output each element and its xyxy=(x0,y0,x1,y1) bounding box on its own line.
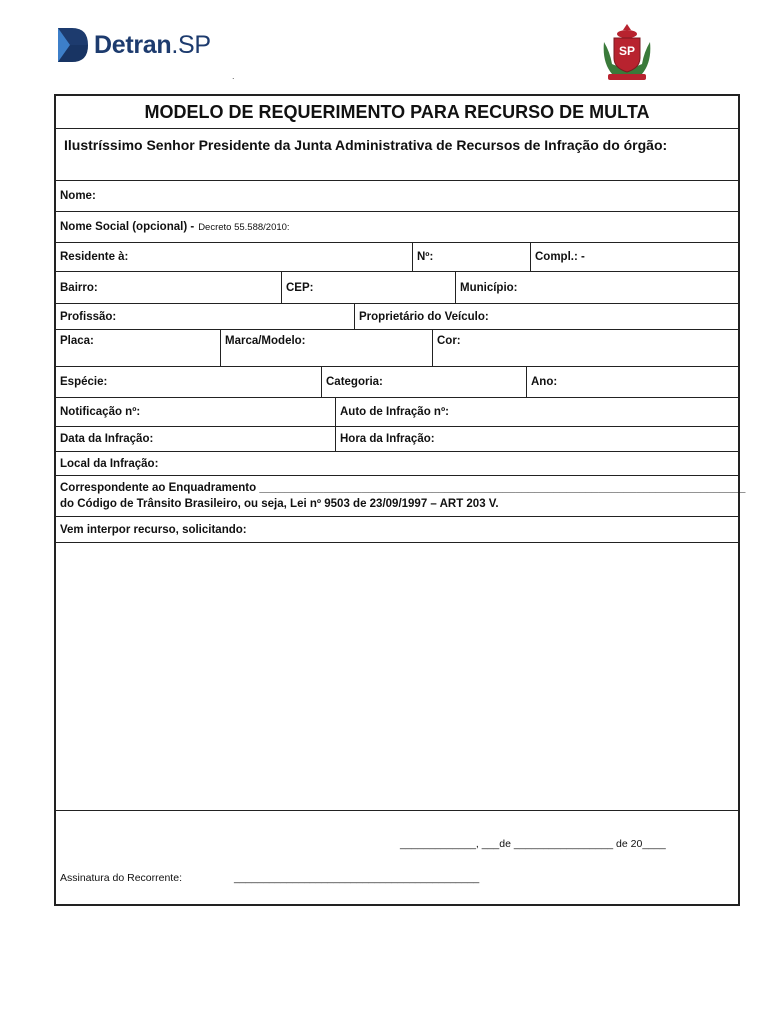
nome-social-row xyxy=(56,212,738,243)
auto-infracao-field[interactable]: Auto de Infração nº: xyxy=(335,398,738,426)
salutation-text: Ilustríssimo Senhor Presidente da Junta Administrativa de Recursos de Infração do órgão: xyxy=(64,137,668,153)
profissao-field[interactable]: Profissão: xyxy=(60,310,117,323)
detran-logo-icon xyxy=(56,26,90,64)
bairro-field[interactable]: Bairro: xyxy=(60,281,98,294)
residence-row xyxy=(56,243,738,272)
notificacao-field[interactable]: Notificação nº: xyxy=(60,406,141,418)
sao-paulo-coat-of-arms xyxy=(598,22,656,89)
signature-label: Assinatura do Recorrente: xyxy=(60,872,182,884)
vehicle-row xyxy=(56,330,738,367)
signature-line[interactable]: __________________________________________ xyxy=(234,872,480,884)
placa-field[interactable]: Placa: xyxy=(60,335,94,347)
municipio-field[interactable]: Município: xyxy=(455,272,738,303)
detran-sp-logo xyxy=(56,26,211,64)
interpor-label: Vem interpor recurso, solicitando: xyxy=(60,523,247,536)
hora-infracao-field[interactable]: Hora da Infração: xyxy=(335,427,738,451)
svg-text:SP: SP xyxy=(618,44,636,58)
local-infracao-field[interactable]: Local da Infração: xyxy=(60,457,159,470)
marca-modelo-field[interactable]: Marca/Modelo: xyxy=(220,330,432,366)
cor-field[interactable]: Cor: xyxy=(432,330,738,366)
nome-field[interactable]: Nome: xyxy=(60,190,96,202)
nome-social-label: Nome Social (opcional) - xyxy=(60,221,195,233)
numero-field[interactable]: Nº: xyxy=(412,243,530,271)
nome-row xyxy=(56,181,738,212)
logo-text: Detran.SP xyxy=(94,30,211,59)
proprietario-field[interactable]: Proprietário do Veículo: xyxy=(354,304,738,329)
categoria-field[interactable]: Categoria: xyxy=(321,367,526,397)
interpor-row xyxy=(56,517,738,543)
request-text-area[interactable] xyxy=(56,543,738,811)
data-infracao-field[interactable]: Data da Infração: xyxy=(60,433,154,445)
appeal-form xyxy=(54,94,746,906)
title-row xyxy=(56,96,738,129)
especie-row xyxy=(56,367,738,398)
local-row xyxy=(56,452,738,476)
page-header xyxy=(0,0,770,92)
enquadramento-line-1: Correspondente ao Enquadramento ____________________________________________________________________________ xyxy=(60,482,746,494)
compl-field[interactable]: Compl.: - xyxy=(530,243,738,271)
notificacao-row xyxy=(56,398,738,427)
bairro-row xyxy=(56,272,738,304)
nome-social-decreto: Decreto 55.588/2010: xyxy=(198,221,290,233)
coat-of-arms-icon xyxy=(598,22,656,84)
date-line[interactable]: _____________, ___de _________________ de 20____ xyxy=(400,838,666,850)
enquadramento-field[interactable] xyxy=(56,476,746,516)
especie-field[interactable]: Espécie: xyxy=(60,376,108,388)
nome-social-field[interactable] xyxy=(56,212,738,242)
enquadramento-line-2: do Código de Trânsito Brasileiro, ou seja, Lei nº 9503 de 23/09/1997 – ART 203 V. xyxy=(60,498,499,510)
ano-field[interactable]: Ano: xyxy=(526,367,738,397)
profissao-row xyxy=(56,304,738,330)
decorative-dot: . xyxy=(232,71,235,81)
salutation-row xyxy=(56,129,738,181)
enquadramento-row xyxy=(56,476,746,517)
cep-field[interactable]: CEP: xyxy=(281,272,455,303)
residente-field[interactable]: Residente à: xyxy=(60,251,129,263)
form-title: MODELO DE REQUERIMENTO PARA RECURSO DE MULTA xyxy=(144,101,650,122)
data-row xyxy=(56,427,738,452)
